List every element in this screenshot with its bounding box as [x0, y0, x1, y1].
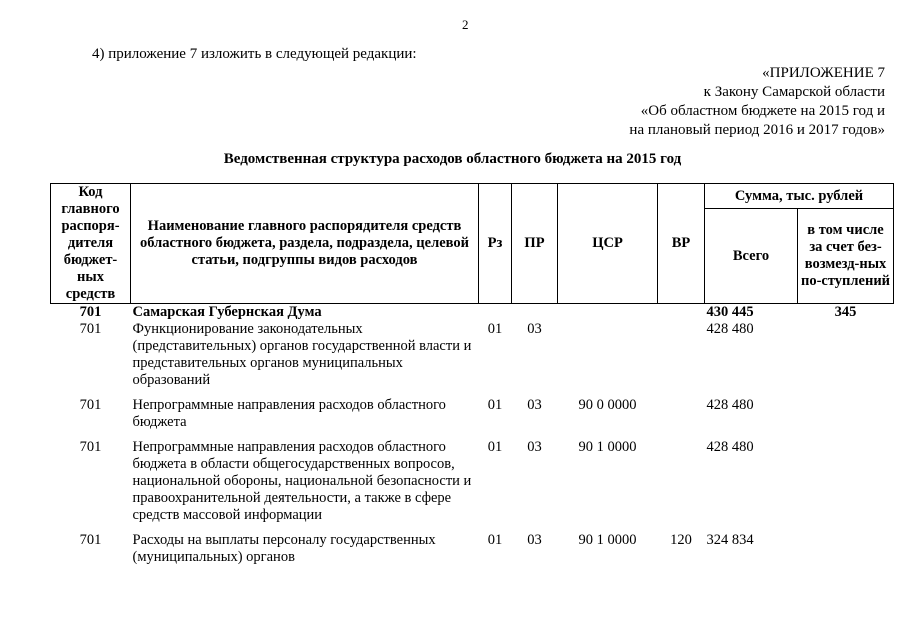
col-header-rz: Рз	[479, 184, 512, 304]
appendix-line: к Закону Самарской области	[703, 84, 885, 100]
col-header-code: Код главного распоря-дителя бюджет-ных средств	[51, 184, 131, 304]
cell-pr	[512, 304, 558, 322]
cell-code: 701	[79, 532, 102, 548]
table-row	[51, 321, 894, 397]
cell-name: Самарская Губернская Дума	[132, 304, 322, 320]
cell-incl	[798, 397, 894, 439]
col-header-name: Наименование главного распорядителя средств областного бюджета, раздела, подраздела, целевой статьи, подгруппы видов расходов	[131, 184, 479, 304]
budget-table	[50, 183, 894, 566]
cell-incl	[798, 439, 894, 532]
cell-csr	[558, 304, 658, 322]
table-row	[51, 532, 894, 566]
cell-vr	[658, 439, 705, 532]
cell-csr	[558, 321, 658, 397]
cell-vr	[658, 304, 705, 322]
cell-incl	[798, 532, 894, 566]
cell-total: 430 445	[706, 304, 754, 320]
cell-code: 701	[79, 304, 102, 320]
col-header-sum-group: Сумма, тыс. рублей	[705, 184, 894, 209]
cell-total: 428 480	[706, 439, 754, 455]
cell-csr: 90 1 0000	[578, 439, 637, 455]
cell-name: Непрограммные направления расходов областного бюджета в области общегосударственных вопросов, национальной обороны, национальной безопасности и правоохранительной деятельности, а также в сфере средств массовой информации	[132, 439, 472, 523]
cell-code: 701	[79, 439, 102, 455]
table-row	[51, 397, 894, 439]
cell-csr: 90 0 0000	[578, 397, 637, 413]
cell-total: 428 480	[706, 397, 754, 413]
cell-code: 701	[79, 321, 102, 337]
cell-rz: 01	[487, 439, 503, 455]
cell-pr: 03	[527, 532, 542, 548]
cell-name: Функционирование законодательных (представительных) органов государственной власти и представительных органов муниципальных образований	[132, 321, 472, 388]
cell-rz: 01	[487, 397, 503, 413]
cell-vr: 120	[670, 532, 692, 548]
cell-pr: 03	[527, 321, 542, 337]
cell-vr	[658, 321, 705, 397]
appendix-header	[560, 64, 885, 140]
table-row	[51, 304, 894, 322]
cell-csr: 90 1 0000	[578, 532, 637, 548]
page-number: 2	[462, 17, 469, 32]
cell-rz	[479, 304, 512, 322]
table-row	[51, 439, 894, 532]
cell-code: 701	[79, 397, 102, 413]
appendix-line: «Об областном бюджете на 2015 год и	[640, 103, 885, 119]
col-header-csr: ЦСР	[558, 184, 658, 304]
cell-pr: 03	[527, 397, 542, 413]
col-header-incl: в том числе за счет без-возмезд-ных по-ступлений	[798, 209, 894, 304]
cell-vr	[658, 397, 705, 439]
cell-name: Расходы на выплаты персоналу государственных (муниципальных) органов	[132, 532, 436, 565]
col-header-total: Всего	[705, 209, 798, 304]
cell-total: 324 834	[706, 532, 754, 548]
cell-total: 428 480	[706, 321, 754, 337]
cell-name: Непрограммные направления расходов областного бюджета	[132, 397, 446, 430]
cell-incl: 345	[834, 304, 857, 320]
cell-rz: 01	[487, 532, 503, 548]
cell-rz: 01	[487, 321, 503, 337]
appendix-line: «ПРИЛОЖЕНИЕ 7	[762, 65, 885, 81]
cell-incl	[798, 321, 894, 397]
table-title: Ведомственная структура расходов областного бюджета на 2015 год	[223, 151, 682, 167]
intro-paragraph: 4) приложение 7 изложить в следующей редакции:	[92, 46, 417, 62]
col-header-pr: ПР	[512, 184, 558, 304]
col-header-vr: ВР	[658, 184, 705, 304]
cell-pr: 03	[527, 439, 542, 455]
appendix-line: на плановый период 2016 и 2017 годов»	[629, 122, 885, 138]
